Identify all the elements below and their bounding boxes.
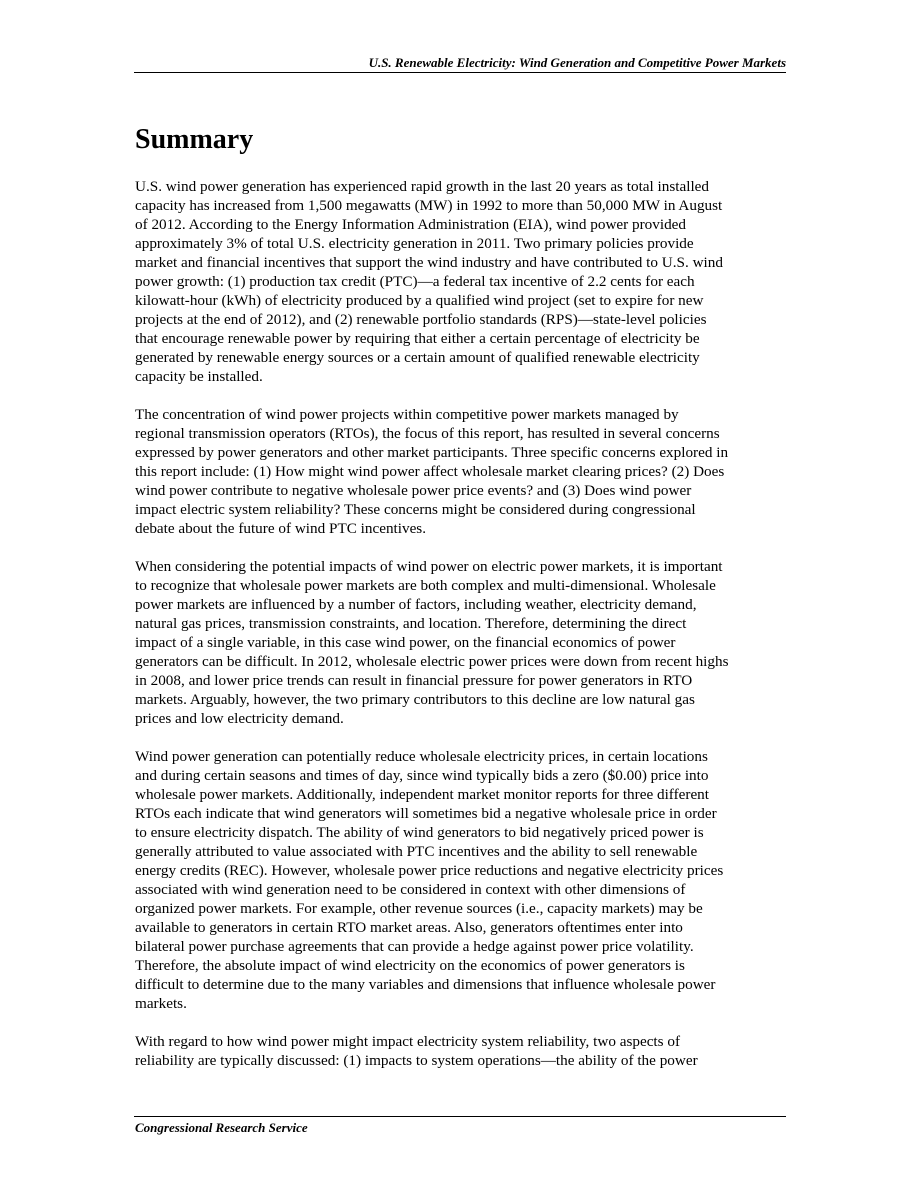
text-line: approximately 3% of total U.S. electricity generation in 2011. Two primary policies provide (135, 235, 694, 252)
text-line: to ensure electricity dispatch. The ability of wind generators to bid negatively priced power is (135, 824, 704, 841)
text-line: generators can be difficult. In 2012, wholesale electric power prices were down from recent highs (135, 653, 729, 670)
body-text (135, 177, 787, 1089)
text-line: markets. (135, 995, 187, 1012)
text-line: wind power contribute to negative wholesale power price events? and (3) Does wind power (135, 482, 692, 499)
text-line: difficult to determine due to the many variables and dimensions that influence wholesale power (135, 976, 716, 993)
text-line: projects at the end of 2012), and (2) renewable portfolio standards (RPS)—state-level policies (135, 311, 707, 328)
paragraph (135, 177, 787, 386)
text-line: Therefore, the absolute impact of wind electricity on the economics of power generators is (135, 957, 685, 974)
text-line: The concentration of wind power projects within competitive power markets managed by (135, 406, 679, 423)
text-line: organized power markets. For example, other revenue sources (i.e., capacity markets) may be (135, 900, 703, 917)
text-line: markets. Arguably, however, the two primary contributors to this decline are low natural gas (135, 691, 695, 708)
text-line: energy credits (REC). However, wholesale power price reductions and negative electricity prices (135, 862, 724, 879)
text-line: in 2008, and lower price trends can result in financial pressure for power generators in RTO (135, 672, 693, 689)
text-line: U.S. wind power generation has experienced rapid growth in the last 20 years as total installed (135, 178, 710, 195)
text-line: natural gas prices, transmission constraints, and location. Therefore, determining the direct (135, 615, 687, 632)
text-line: of 2012. According to the Energy Information Administration (EIA), wind power provided (135, 216, 686, 233)
text-line: impact of a single variable, in this case wind power, on the financial economics of power (135, 634, 676, 651)
text-line: market and financial incentives that support the wind industry and have contributed to U.S. wind (135, 254, 723, 271)
text-line: When considering the potential impacts of wind power on electric power markets, it is important (135, 558, 723, 575)
text-line: kilowatt-hour (kWh) of electricity produced by a qualified wind project (set to expire for new (135, 292, 704, 309)
text-line: Wind power generation can potentially reduce wholesale electricity prices, in certain locations (135, 748, 708, 765)
paragraph (135, 1032, 787, 1070)
header-divider (134, 72, 786, 73)
running-header: U.S. Renewable Electricity: Wind Generation and Competitive Power Markets (368, 55, 786, 70)
text-line: With regard to how wind power might impact electricity system reliability, two aspects of (135, 1033, 681, 1050)
text-line: generally attributed to value associated with PTC incentives and the ability to sell renewable (135, 843, 698, 860)
text-line: capacity has increased from 1,500 megawatts (MW) in 1992 to more than 50,000 MW in August (135, 197, 723, 214)
running-footer: Congressional Research Service (135, 1120, 308, 1135)
paragraph (135, 557, 787, 728)
footer-divider (134, 1116, 786, 1117)
text-line: power growth: (1) production tax credit (PTC)—a federal tax incentive of 2.2 cents for each (135, 273, 695, 290)
text-line: debate about the future of wind PTC incentives. (135, 520, 427, 537)
text-line: reliability are typically discussed: (1) impacts to system operations—the ability of the power (135, 1052, 698, 1069)
text-line: available to generators in certain RTO market areas. Also, generators oftentimes enter into (135, 919, 683, 936)
text-line: wholesale power markets. Additionally, independent market monitor reports for three different (135, 786, 709, 803)
text-line: this report include: (1) How might wind power affect wholesale market clearing prices? (2) Does (135, 463, 725, 480)
text-line: power markets are influenced by a number of factors, including weather, electricity demand, (135, 596, 697, 613)
text-line: bilateral power purchase agreements that can provide a hedge against power price volatility. (135, 938, 694, 955)
text-line: RTOs each indicate that wind generators will sometimes bid a negative wholesale price in order (135, 805, 717, 822)
section-heading: Summary (135, 124, 254, 155)
paragraph (135, 405, 787, 538)
text-line: that encourage renewable power by requiring that either a certain percentage of electricity be (135, 330, 700, 347)
text-line: and during certain seasons and times of day, since wind typically bids a zero ($0.00) price into (135, 767, 709, 784)
text-line: to recognize that wholesale power markets are both complex and multi-dimensional. Wholesale (135, 577, 716, 594)
text-line: impact electric system reliability? These concerns might be considered during congressional (135, 501, 696, 518)
text-line: expressed by power generators and other market participants. Three specific concerns explored in (135, 444, 729, 461)
paragraph (135, 747, 787, 1013)
text-line: generated by renewable energy sources or a certain amount of qualified renewable electricity (135, 349, 700, 366)
text-line: regional transmission operators (RTOs), the focus of this report, has resulted in several concerns (135, 425, 720, 442)
text-line: associated with wind generation need to be considered in context with other dimensions of (135, 881, 686, 898)
text-line: prices and low electricity demand. (135, 710, 344, 727)
text-line: capacity be installed. (135, 368, 263, 385)
